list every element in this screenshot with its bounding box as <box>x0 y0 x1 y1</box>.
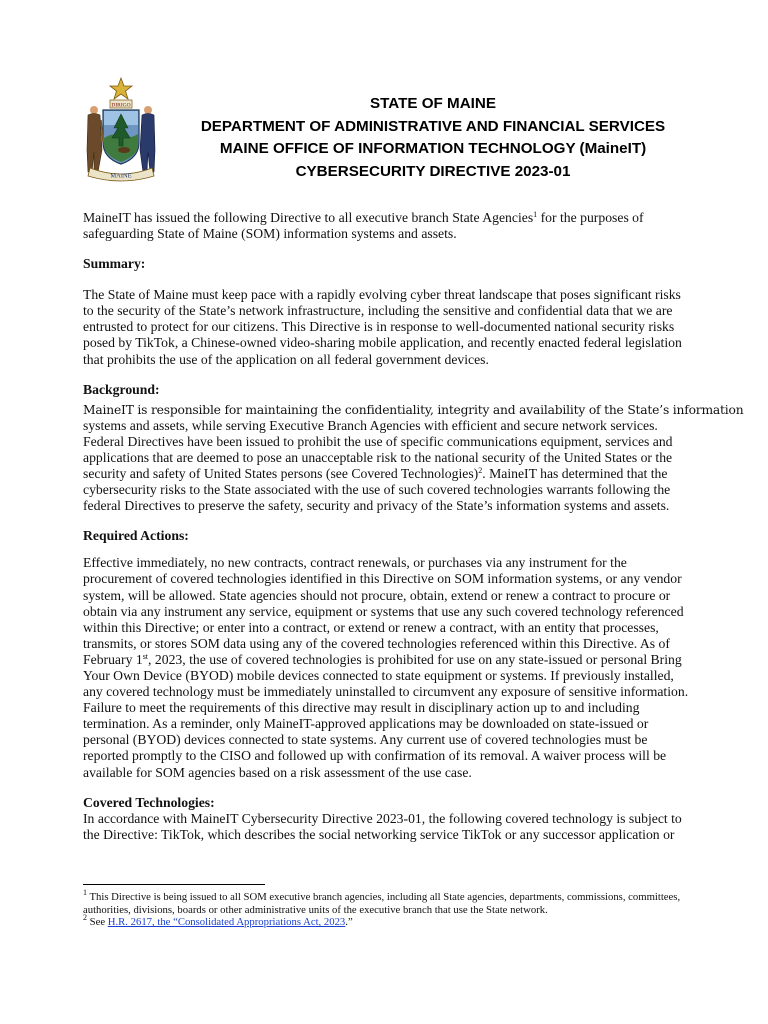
document-header <box>190 93 676 183</box>
required-actions-paragraph: Effective immediately, no new contracts, contract renewals, or purchases via any instrument for the procurement of covered technologies identified in this Directive on SOM information systems, or any vendor system, will be allowed. State agencies should not procure, obtain, extend or renew a contract to procure or obtain via any instrument any service, equipment or systems that use any such covered technology referenced within this Directive; or enter into a contract, or extend or renew a contract, with an entity that processes, transmits, or stores SOM data using any of the covered technologies referenced within this Directive. As of February 1st, 2023, the use of covered technologies is prohibited for use on any state-issued or personal Bring Your Own Device (BYOD) mobile devices connected to state equipment or systems. If previously installed, any covered technology must be immediately uninstalled to circumvent any exposure of sensitive information. Failure to meet the requirements of this directive may result in disciplinary action up to and including termination. As a reminder, only MaineIT-approved applications may be downloaded on state-issued or personal (BYOD) devices connected to state systems. Any current use of covered technologies must be reported promptly to the CISO and followed up with confirmation of its removal. A waiver process will be available for SOM agencies based on a risk assessment of the use case. <box>83 555 689 780</box>
hr-2617-link[interactable]: H.R. 2617, the “Consolidated Appropriations Act, 2023 <box>107 916 346 929</box>
seal-motto: DIRIGO <box>111 102 131 109</box>
background-paragraph: MaineIT is responsible for maintaining the confidentiality, integrity and availability of the State’s information systems and assets, while serving Executive Branch Agencies with efficient and secure network services. Federal Directives have been issued to prohibit the use of specific communications equipment, services and applications that are deemed to pose an unacceptable risk to the national security of the United States or the security and safety of United States persons (see Covered Technologies)$^2$. MaineIT has determined that the cybersecurity risks to the State associated with the use of such covered technologies warrants following the federal Directives to preserve the safety, security and privacy of the State’s information systems and assets. <box>83 402 744 514</box>
footnote-ref-1: 1 <box>533 210 538 219</box>
required-actions-heading: Required Actions: <box>83 528 189 544</box>
seal-banner: MAINE <box>110 172 132 180</box>
summary-paragraph: The State of Maine must keep pace with a rapidly evolving cyber threat landscape that poses significant risks to the security of the State’s network infrastructure, including the sensitive and confidential data that we are entrusted to protect for our citizens. This Directive is in response to well-documented national security risks posed by TikTok, a Chinese-owned video-sharing mobile application, and recently enacted federal legislation that prohibits the use of the application on all federal government devices. <box>83 287 682 367</box>
document-body <box>83 210 744 843</box>
footnote-2: $^2$ See H.R. 2617, the “Consolidated Appropriations Act, 2023.” <box>83 913 353 929</box>
footnote-1: $^1$ This Directive is being issued to all SOM executive branch agencies, including all State agencies, departments, commissions, committees, authorities, divisions, boards or other administrative units of the executive branch that use the State network. <box>83 888 681 916</box>
covered-technologies-paragraph: In accordance with MaineIT Cybersecurity Directive 2023-01, the following covered technology is subject to the Directive: TikTok, which describes the social networking service TikTok or any successor application or <box>83 810 682 842</box>
maine-state-seal-icon <box>84 76 158 184</box>
header-directive: CYBERSECURITY DIRECTIVE 2023-01 <box>295 162 571 180</box>
background-heading: Background: <box>83 381 160 397</box>
footnotes <box>83 888 693 929</box>
summary-heading: Summary: <box>83 256 146 272</box>
header-office: MAINE OFFICE OF INFORMATION TECHNOLOGY (MaineIT) <box>219 140 647 157</box>
footnote-divider <box>83 884 265 885</box>
intro-paragraph: MaineIT has issued the following Directive to all executive branch State Agencies$^1$ for the purposes of safeguarding State of Maine (SOM) information systems and assets. <box>83 210 644 242</box>
header-state: STATE OF MAINE <box>370 95 496 112</box>
header-department: DEPARTMENT OF ADMINISTRATIVE AND FINANCIAL SERVICES <box>200 117 666 135</box>
footnote-ref-2: 2 <box>478 466 483 476</box>
covered-technologies-heading: Covered Technologies: <box>83 794 215 810</box>
